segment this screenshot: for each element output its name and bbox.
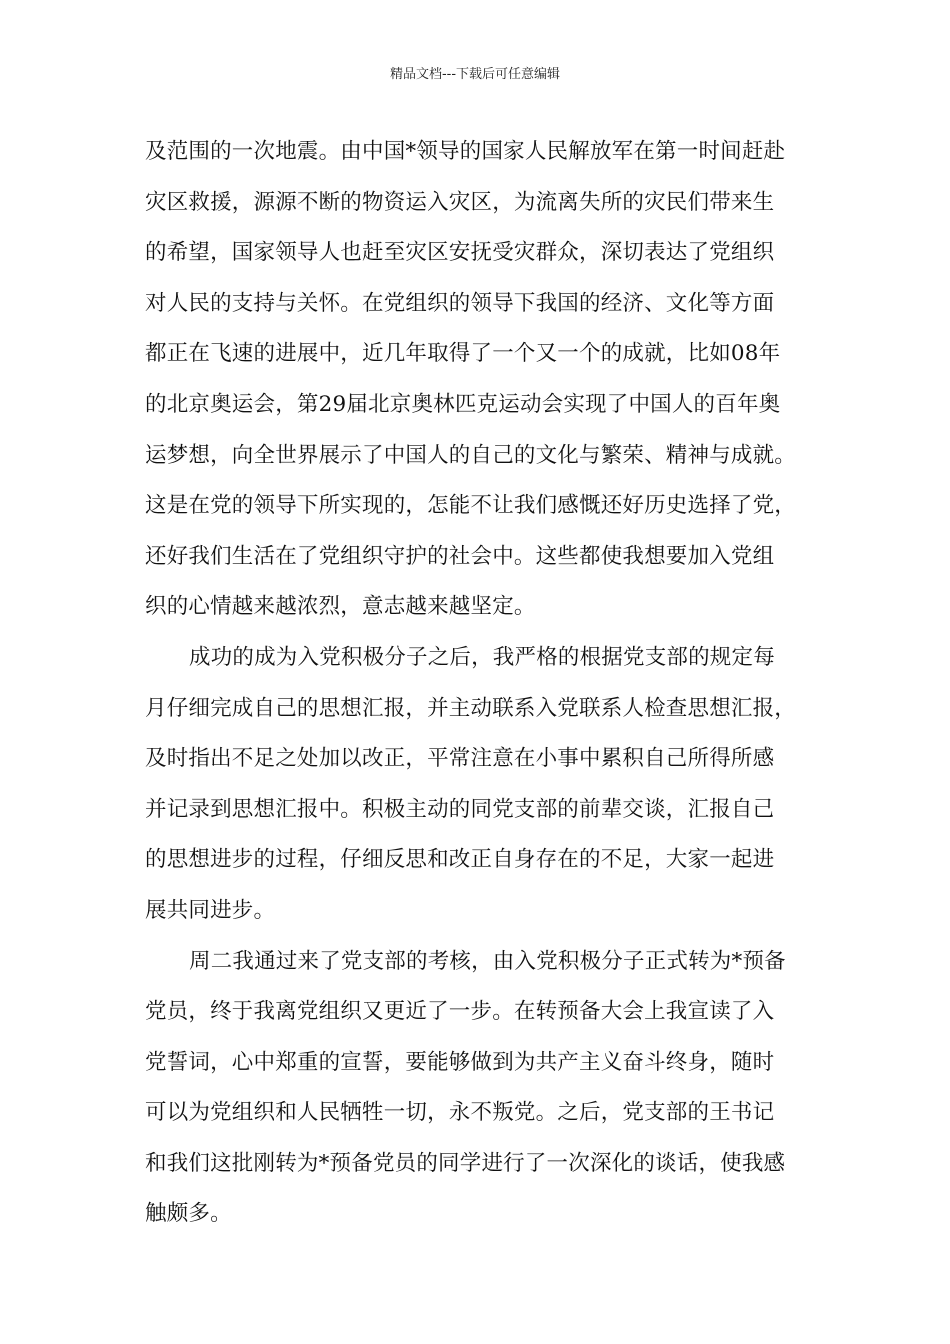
page-header: 精品文档---下载后可任意编辑 <box>389 67 561 82</box>
text-line: 都正在飞速的进展中，近几年取得了一个又一个的成就，比如08年 <box>145 341 781 367</box>
text-line: 周二我通过来了党支部的考核，由入党积极分子正式转为*预备 <box>189 948 786 974</box>
body-text <box>145 132 825 1245</box>
paragraph-3 <box>145 942 825 1246</box>
text-line: 成功的成为入党积极分子之后，我严格的根据党支部的规定每 <box>189 644 775 670</box>
text-line: 可以为党组织和人民牺牲一切，永不叛党。之后，党支部的王书记 <box>145 1100 775 1126</box>
text-line: 运梦想，向全世界展示了中国人的自己的文化与繁荣、精神与成就。 <box>145 442 797 468</box>
text-line: 和我们这批刚转为*预备党员的同学进行了一次深化的谈话，使我感 <box>145 1150 786 1176</box>
text-line: 的思想进步的过程，仔细反思和改正自身存在的不足，大家一起进 <box>145 847 775 873</box>
text-line: 及时指出不足之处加以改正，平常注意在小事中累积自己所得所感 <box>145 746 775 772</box>
text-line: 灾区救援，源源不断的物资运入灾区，为流离失所的灾民们带来生 <box>145 189 775 215</box>
paragraph-2 <box>145 638 825 942</box>
text-line: 这是在党的领导下所实现的，怎能不让我们感慨还好历史选择了党， <box>145 493 797 519</box>
text-line: 还好我们生活在了党组织守护的社会中。这些都使我想要加入党组 <box>145 543 775 569</box>
text-line: 及范围的一次地震。由中国*领导的国家人民解放军在第一时间赶赴 <box>145 139 786 164</box>
text-line: 展共同进步。 <box>145 897 276 923</box>
text-line: 并记录到思想汇报中。积极主动的同党支部的前辈交谈，汇报自己 <box>145 796 775 822</box>
text-line: 对人民的支持与关怀。在党组织的领导下我国的经济、文化等方面 <box>145 290 775 316</box>
text-line: 月仔细完成自己的思想汇报，并主动联系入党联系人检查思想汇报， <box>145 695 797 721</box>
text-line: 织的心情越来越浓烈，意志越来越坚定。 <box>145 594 536 620</box>
text-line: 的希望，国家领导人也赶至灾区安抚受灾群众，深切表达了党组织 <box>145 240 775 266</box>
paragraph-1 <box>145 132 825 638</box>
text-line: 触颇多。 <box>145 1201 232 1227</box>
text-line: 的北京奥运会，第29届北京奥林匹克运动会实现了中国人的百年奥 <box>145 391 781 417</box>
text-line: 党誓词，心中郑重的宣誓，要能够做到为共产主义奋斗终身，随时 <box>145 1049 775 1075</box>
text-line: 党员，终于我离党组织又更近了一步。在转预备大会上我宣读了入 <box>145 999 775 1025</box>
